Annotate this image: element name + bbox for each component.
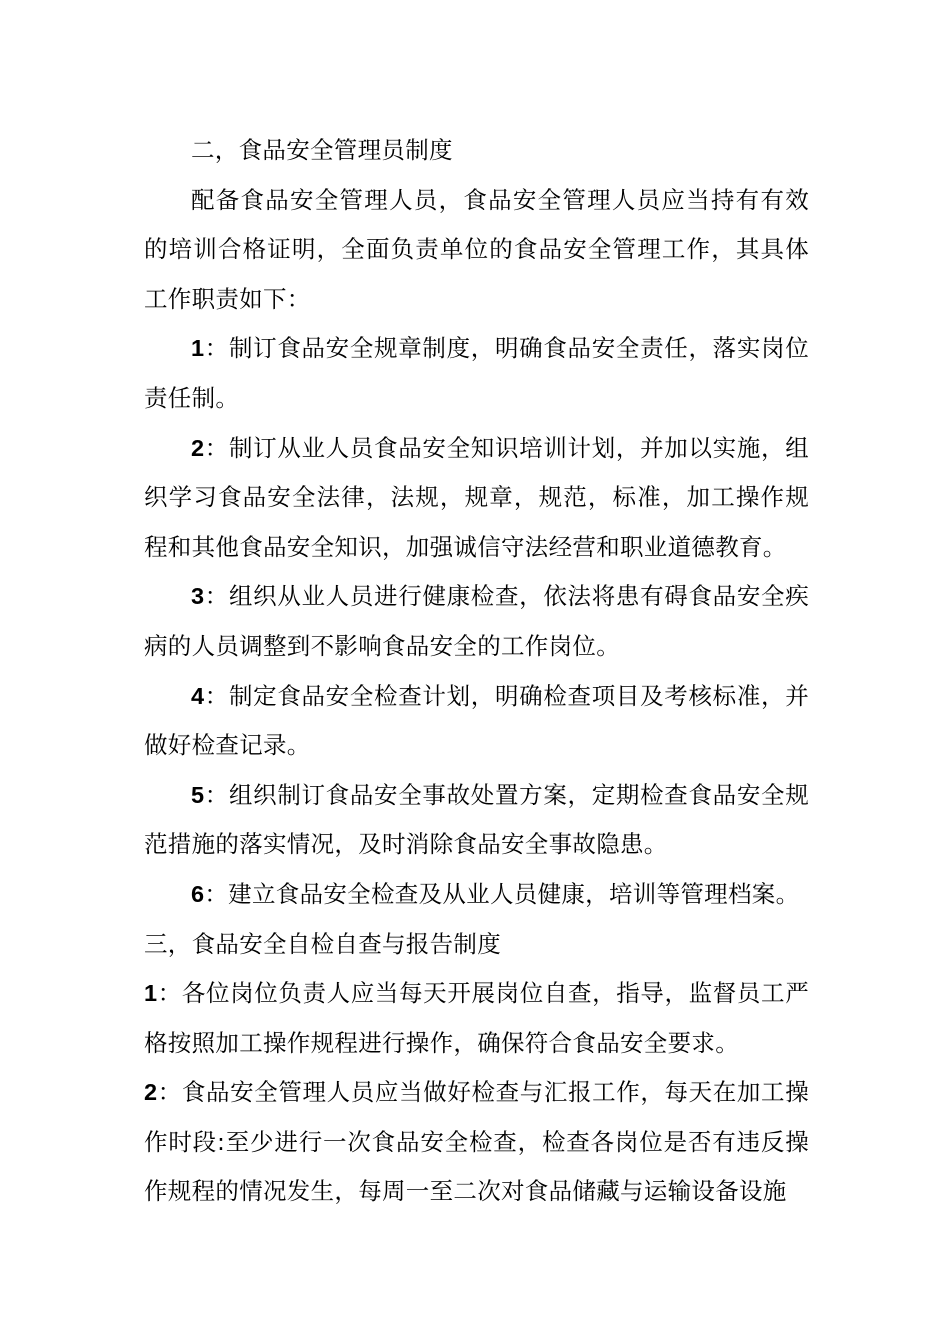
item-number: 3	[191, 583, 205, 610]
inspection-item-1	[144, 969, 809, 1068]
intro-paragraph	[144, 176, 809, 325]
item-number: 6	[191, 880, 205, 907]
duty-item-2	[144, 424, 809, 573]
section-heading-food-safety-manager	[144, 126, 809, 176]
paragraph-text: ：组织从业人员进行健康检查，依法将患有碍食品安全疾病的人员调整到不影响食品安全的工作岗位。	[144, 582, 809, 660]
item-number: 4	[191, 682, 205, 709]
item-number: 1	[144, 980, 158, 1007]
section-heading-self-inspection	[144, 920, 809, 970]
inspection-item-2	[144, 1068, 809, 1217]
paragraph-text: ：各位岗位负责人应当每天开展岗位自查，指导，监督员工严格按照加工操作规程进行操作，确保符合食品安全要求。	[144, 979, 809, 1057]
paragraph-text: ：组织制订食品安全事故处置方案，定期检查食品安全规范措施的落实情况，及时消除食品安全事故隐患。	[144, 780, 809, 859]
duty-item-6	[144, 870, 809, 920]
paragraph-text: 配备食品安全管理人员，食品安全管理人员应当持有有效的培训合格证明，全面负责单位的食品安全管理工作，其具体工作职责如下：	[144, 185, 809, 313]
item-number: 1	[191, 335, 205, 362]
duty-item-5	[144, 771, 809, 870]
document-body	[144, 126, 809, 1217]
paragraph-text: ：制订从业人员食品安全知识培训计划，并加以实施，组织学习食品安全法律，法规，规章，规范，标准，加工操作规程和其他食品安全知识，加强诚信守法经营和职业道德教育。	[144, 433, 809, 561]
item-number: 2	[144, 1079, 158, 1106]
item-number: 2	[191, 434, 205, 461]
paragraph-text: ：建立食品安全检查及从业人员健康，培训等管理档案。	[204, 879, 800, 908]
duty-item-4	[144, 672, 809, 771]
paragraph-text: ：制定食品安全检查计划，明确检查项目及考核标准，并做好检查记录。	[144, 681, 809, 760]
item-number: 5	[191, 781, 205, 808]
duty-item-3	[144, 572, 809, 671]
paragraph-text: ：食品安全管理人员应当做好检查与汇报工作，每天在加工操作时段:至少进行一次食品安全检查，检查各岗位是否有违反操作规程的情况发生，每周一至二次对食品储藏与运输设备设施	[144, 1078, 809, 1206]
paragraph-text: 二，食品安全管理员制度	[191, 136, 453, 164]
duty-item-1	[144, 324, 809, 423]
paragraph-text: ：制订食品安全规章制度，明确食品安全责任，落实岗位责任制。	[144, 334, 809, 412]
paragraph-text: 三，食品安全自检自查与报告制度	[144, 929, 501, 958]
